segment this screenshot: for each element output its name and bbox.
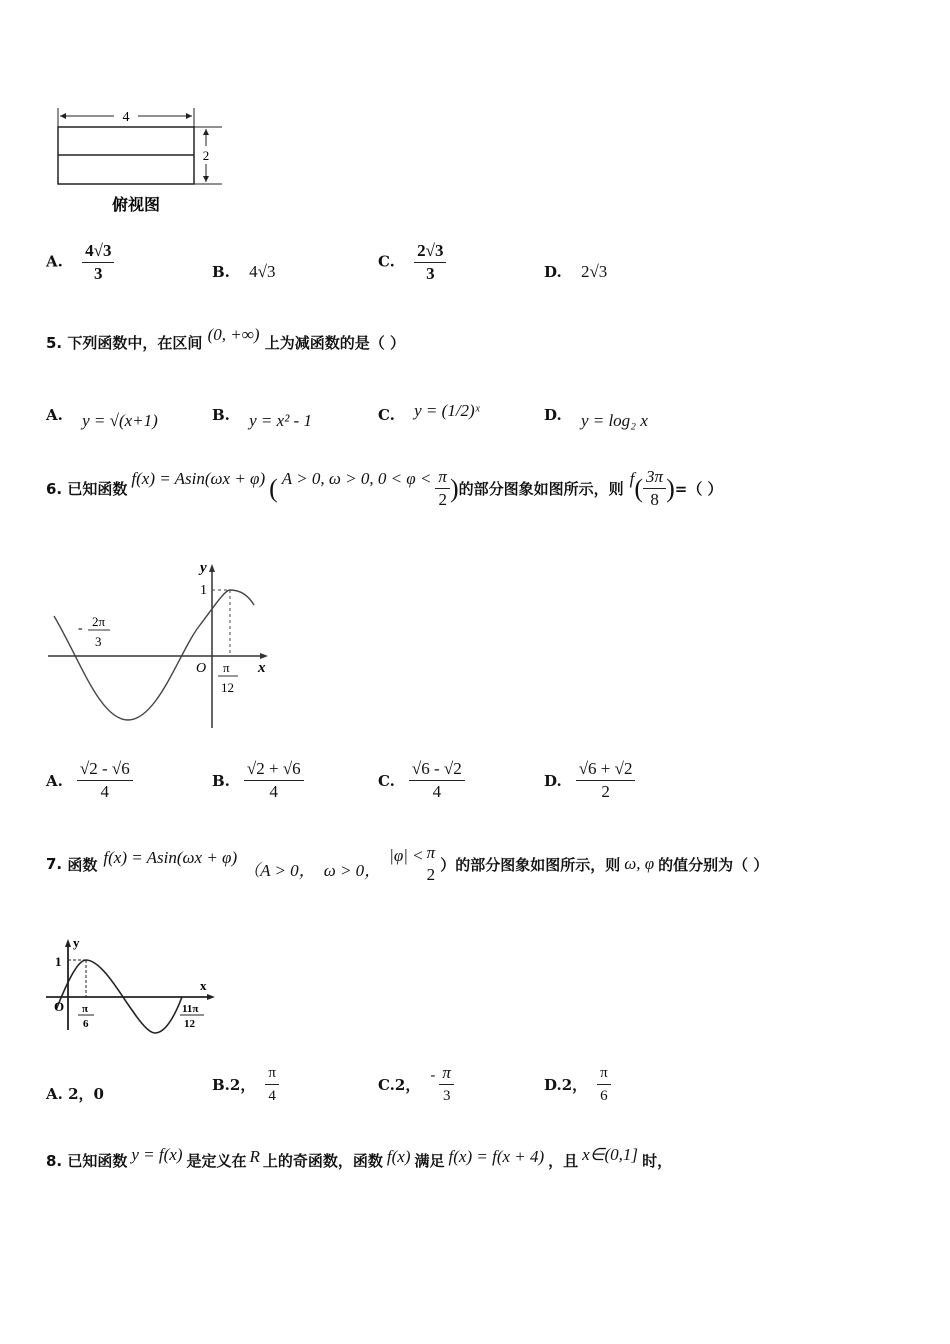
q6-graph xyxy=(40,550,280,735)
q5-stem: 5. 下列函数中，在区间 (0, +∞) 上为减函数的是（ ） xyxy=(46,325,406,352)
origin-label: O xyxy=(54,999,65,1014)
q5-option-c[interactable]: C. y = (1/2)ˣ xyxy=(378,401,480,424)
option-letter: B. xyxy=(212,263,230,281)
svg-text:6: 6 xyxy=(83,1018,89,1030)
x-axis-label: x xyxy=(200,978,207,993)
width-label: 4 xyxy=(122,110,130,125)
svg-text:12: 12 xyxy=(184,1018,195,1030)
q8-stem: 8. 已知函数 y = f(x) 是定义在 R 上的奇函数，函数 f(x) 满足 f(x) = f(x + 4) ，且 x∈(0,1] 时， xyxy=(46,1144,673,1170)
a-point-label: π xyxy=(82,1003,89,1015)
svg-text:12: 12 xyxy=(221,680,234,695)
max-label: 1 xyxy=(55,954,62,969)
right-point-label: π xyxy=(223,660,230,675)
y-axis-label: y xyxy=(73,935,80,950)
svg-text:2π: 2π xyxy=(92,614,106,629)
q5-option-a[interactable]: A. y = √(x+1) xyxy=(46,406,158,430)
q7-option-a[interactable]: A. 2，0 xyxy=(46,1085,104,1103)
q4-option-a[interactable]: A. $\frac{4√3}{3}$ xyxy=(46,240,114,285)
height-label: 2 xyxy=(202,148,210,163)
q7-option-c[interactable]: C. 2， - $\frac{\pi}{3}$ xyxy=(378,1062,454,1107)
q6-option-d[interactable]: D. $\frac{√6 + √2}{2}$ xyxy=(544,758,635,803)
left-point-label: - xyxy=(78,621,83,636)
q6-stem: 6. 已知函数 f(x) = Asin(ωx + φ) ( A > 0, ω > 0, 0 < φ < $\frac{\pi}{2}$ ) 的部分图象如图所示，则 f ( $\frac{3\pi}{8}$ ) =（ ） xyxy=(46,467,723,509)
q6-option-b[interactable]: B. $\frac{√2 + √6}{4}$ xyxy=(212,758,304,803)
option-letter: D. xyxy=(544,263,562,281)
q4-option-b[interactable]: B. 4√3 xyxy=(212,262,276,281)
option-letter: C. xyxy=(378,252,395,271)
top-view-figure xyxy=(50,100,230,225)
q4-option-c[interactable]: C. $\frac{2√3}{3}$ xyxy=(378,240,446,285)
max-label: 1 xyxy=(200,583,207,598)
svg-text:3: 3 xyxy=(95,634,102,649)
q4-option-d[interactable]: D. 2√3 xyxy=(544,262,608,281)
q6-option-c[interactable]: C. $\frac{√6 - √2}{4}$ xyxy=(378,758,465,803)
sine-curve xyxy=(54,590,254,720)
q5-option-b[interactable]: B. y = x² - 1 xyxy=(212,406,312,430)
origin-label: O xyxy=(196,661,207,676)
q7-graph xyxy=(42,935,222,1035)
q7-stem: 7. 函数 f(x) = Asin(ωx + φ) （A > 0， ω > 0， |φ| < π 2 ）的部分图象如图所示，则 ω, φ 的值分别为（ ） xyxy=(46,843,769,884)
q6-option-a[interactable]: A. $\frac{√2 - √6}{4}$ xyxy=(46,758,133,803)
option-letter: A. xyxy=(46,252,63,271)
q7-option-d[interactable]: D. 2， $\frac{\pi}{6}$ xyxy=(544,1062,611,1107)
b-point-label: 11π xyxy=(182,1003,199,1015)
figure-caption: 俯视图 xyxy=(111,197,161,214)
y-axis-label: y xyxy=(200,560,207,576)
q5-option-d[interactable]: D. y = log₂ x xyxy=(544,406,648,430)
q7-option-b[interactable]: B. 2， $\frac{\pi}{4}$ xyxy=(212,1062,279,1107)
x-axis-label: x xyxy=(258,660,266,676)
